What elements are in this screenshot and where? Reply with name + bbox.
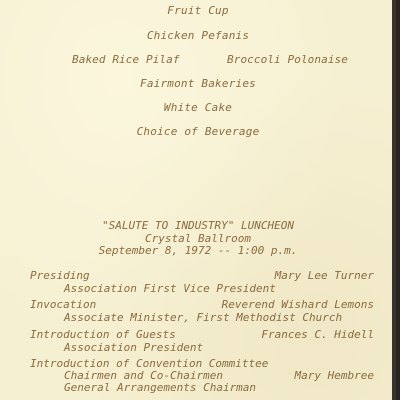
menu-side-left: Baked Rice Pilaf (72, 53, 180, 66)
menu-item-chicken: Chicken Pefanis (146, 29, 250, 42)
menu-item-fruit-cup: Fruit Cup (167, 4, 229, 17)
program-role: Presiding (30, 269, 90, 282)
event-title: "SALUTE TO INDUSTRY" LUNCHEON (101, 219, 295, 232)
menu-item-beverage: Choice of Beverage (136, 125, 260, 138)
program-detail: General Arrangements Chairman (64, 381, 257, 394)
program-detail: Association First Vice President (64, 282, 276, 295)
event-datetime: September 8, 1972 -- 1:00 p.m. (98, 244, 298, 257)
program-role: Introduction of Convention Committee (30, 357, 269, 370)
program-name: Mary Lee Turner (274, 269, 374, 282)
program-name: Reverend Wishard Lemons (221, 298, 374, 311)
program-role: Introduction of Guests (30, 328, 176, 341)
menu-item-cake: White Cake (163, 101, 233, 114)
menu-item-bakeries: Fairmont Bakeries (140, 77, 256, 90)
program-detail: Associate Minister, First Methodist Church (64, 311, 343, 324)
event-location: Crystal Ballroom (145, 232, 251, 245)
program-role: Invocation (30, 298, 97, 311)
menu-side-right: Broccoli Polonaise (227, 53, 349, 66)
page-edge (392, 0, 396, 400)
program-name: Frances C. Hidell (261, 328, 374, 341)
program-detail: Association President (64, 341, 204, 354)
program-name: Mary Hembree (294, 369, 374, 382)
program-detail: Chairmen and Co-Chairmen (64, 369, 223, 382)
